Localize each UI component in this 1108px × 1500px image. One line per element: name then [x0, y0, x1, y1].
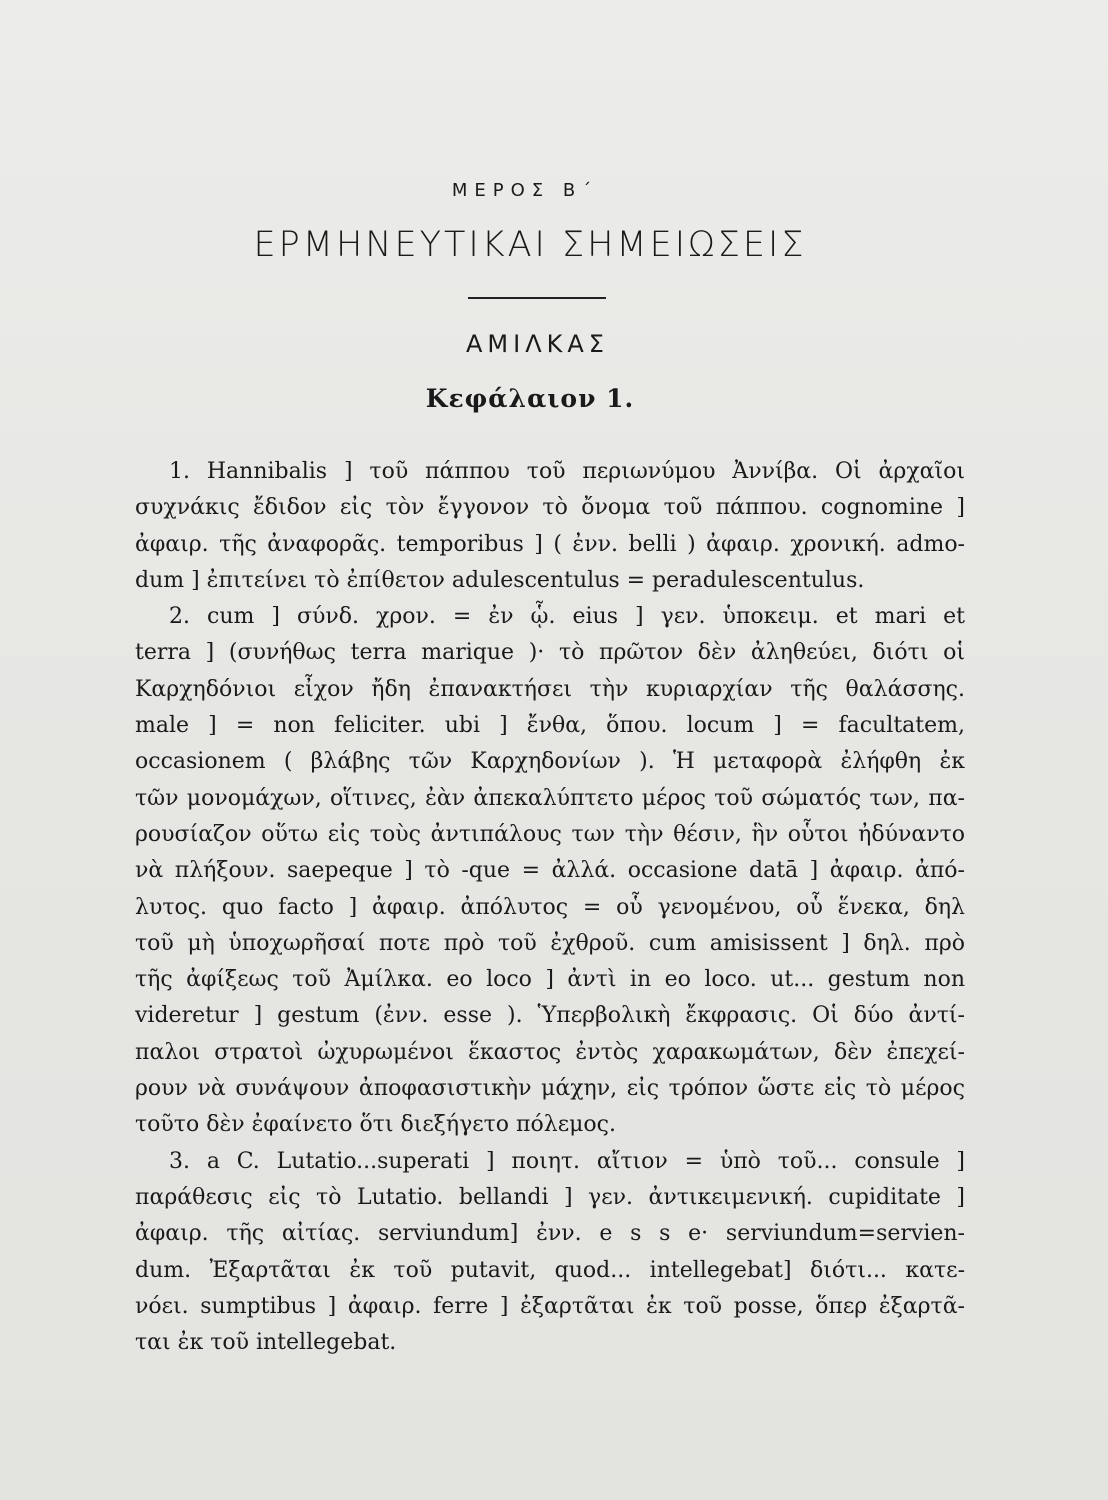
text-line: ἀφαιρ. τῆς ἀναφορᾶς. temporibus ] ( ἐνν. belli ) ἀφαιρ. χρονική. admo-	[135, 531, 965, 557]
text-line: νὰ πλήξουν. saepeque ] τὸ -que = ἀλλά. occasione datā ] ἀφαιρ. ἀπό-	[135, 858, 965, 884]
text-line: ἀφαιρ. τῆς αἰτίας. serviundum] ἐνν. e s s e· serviundum=servien-	[135, 1221, 965, 1247]
text-line: male ] = non feliciter. ubi ] ἔνθα, ὅπου. locum ] = facultatem,	[135, 713, 965, 739]
text-line: terra ] (συνήθως terra marique )· τὸ πρῶτον δὲν ἀληθεύει, διότι οἱ	[135, 640, 965, 666]
text-line: συχνάκις ἔδιδον εἰς τὸν ἔγγονον τὸ ὄνομα τοῦ πάππου. cognomine ]	[135, 495, 965, 521]
title-divider	[468, 297, 606, 299]
text-line: Καρχηδόνιοι εἶχον ἤδη ἐπανακτήσει τὴν κυριαρχίαν τῆς θαλάσσης.	[135, 676, 965, 702]
text-line: παλοι στρατοὶ ὠχυρωμένοι ἕκαστος ἐντὸς χαρακωμάτων, δὲν ἐπεχεί-	[135, 1039, 965, 1065]
text-line: ρουν νὰ συνάψουν ἀποφασιστικὴν μάχην, εἰς τρόπον ὥστε εἰς τὸ μέρος	[135, 1076, 965, 1102]
text-line: 3. a C. Lutatio...superati ] ποιητ. αἴτιον = ὑπὸ τοῦ... consule ]	[169, 1148, 965, 1174]
part-label: ΜΕΡΟΣ Β΄	[451, 180, 599, 201]
text-line: 2. cum ] σύνδ. χρον. = ἐν ᾧ. eius ] γεν. ὑποκειμ. et mari et	[169, 604, 965, 630]
text-line: occasionem ( βλάβης τῶν Καρχηδονίων ). Ἡ μεταφορὰ ἐλήφθη ἐκ	[135, 749, 965, 775]
text-line: τῆς ἀφίξεως τοῦ Ἀμίλκα. eo loco ] ἀντὶ in eo loco. ut... gestum non	[135, 967, 965, 993]
text-line: λυτος. quo facto ] ἀφαιρ. ἀπόλυτος = οὗ γενομένου, οὗ ἕνεκα, δηλ	[135, 894, 965, 920]
text-line: παράθεσις εἰς τὸ Lutatio. bellandi ] γεν. ἀντικειμενική. cupiditate ]	[135, 1184, 965, 1210]
text-line: ρουσίαζον οὕτω εἰς τοὺς ἀντιπάλους των τὴν θέσιν, ἣν οὗτοι ἠδύναντο	[135, 821, 965, 847]
text-line: τοῦτο δὲν ἐφαίνετο ὅτι διεξήγετο πόλεμος.	[135, 1112, 616, 1138]
text-line: νόει. sumptibus ] ἀφαιρ. ferre ] ἐξαρτᾶται ἐκ τοῦ posse, ὅπερ ἐξαρτᾶ-	[135, 1293, 965, 1319]
text-line: dum. Ἐξαρτᾶται ἐκ τοῦ putavit, quod... intellegebat] διότι... κατε-	[135, 1257, 965, 1283]
text-line: 1. Hannibalis ] τοῦ πάππου τοῦ περιωνύμου Ἀννίβα. Οἱ ἀρχαῖοι	[169, 459, 965, 484]
commentary-text	[135, 454, 965, 1361]
text-line: τῶν μονομάχων, οἵτινες, ἐὰν ἀπεκαλύπτετο μέρος τοῦ σώματός των, πα-	[135, 785, 965, 811]
chapter-heading: Κεφάλαιον 1.	[425, 384, 635, 413]
text-line: τοῦ μὴ ὑποχωρῆσαί ποτε πρὸ τοῦ ἐχθροῦ. cum amisissent ] δηλ. πρὸ	[135, 930, 965, 956]
text-line: dum ] ἐπιτείνει τὸ ἐπίθετον adulescentulus = peradulescentulus.	[135, 567, 865, 593]
author-title: ΑΜΙΛΚΑΣ	[466, 330, 609, 358]
text-line: ται ἐκ τοῦ intellegebat.	[135, 1330, 397, 1356]
section-title: ΕΡΜΗΝΕΥΤΙΚΑΙ ΣΗΜΕΙΩΣΕΙΣ	[253, 225, 807, 265]
text-line: videretur ] gestum (ἐνν. esse ). Ὑπερβολικὴ ἔκφρασις. Οἱ δύο ἀντί-	[135, 1003, 965, 1029]
